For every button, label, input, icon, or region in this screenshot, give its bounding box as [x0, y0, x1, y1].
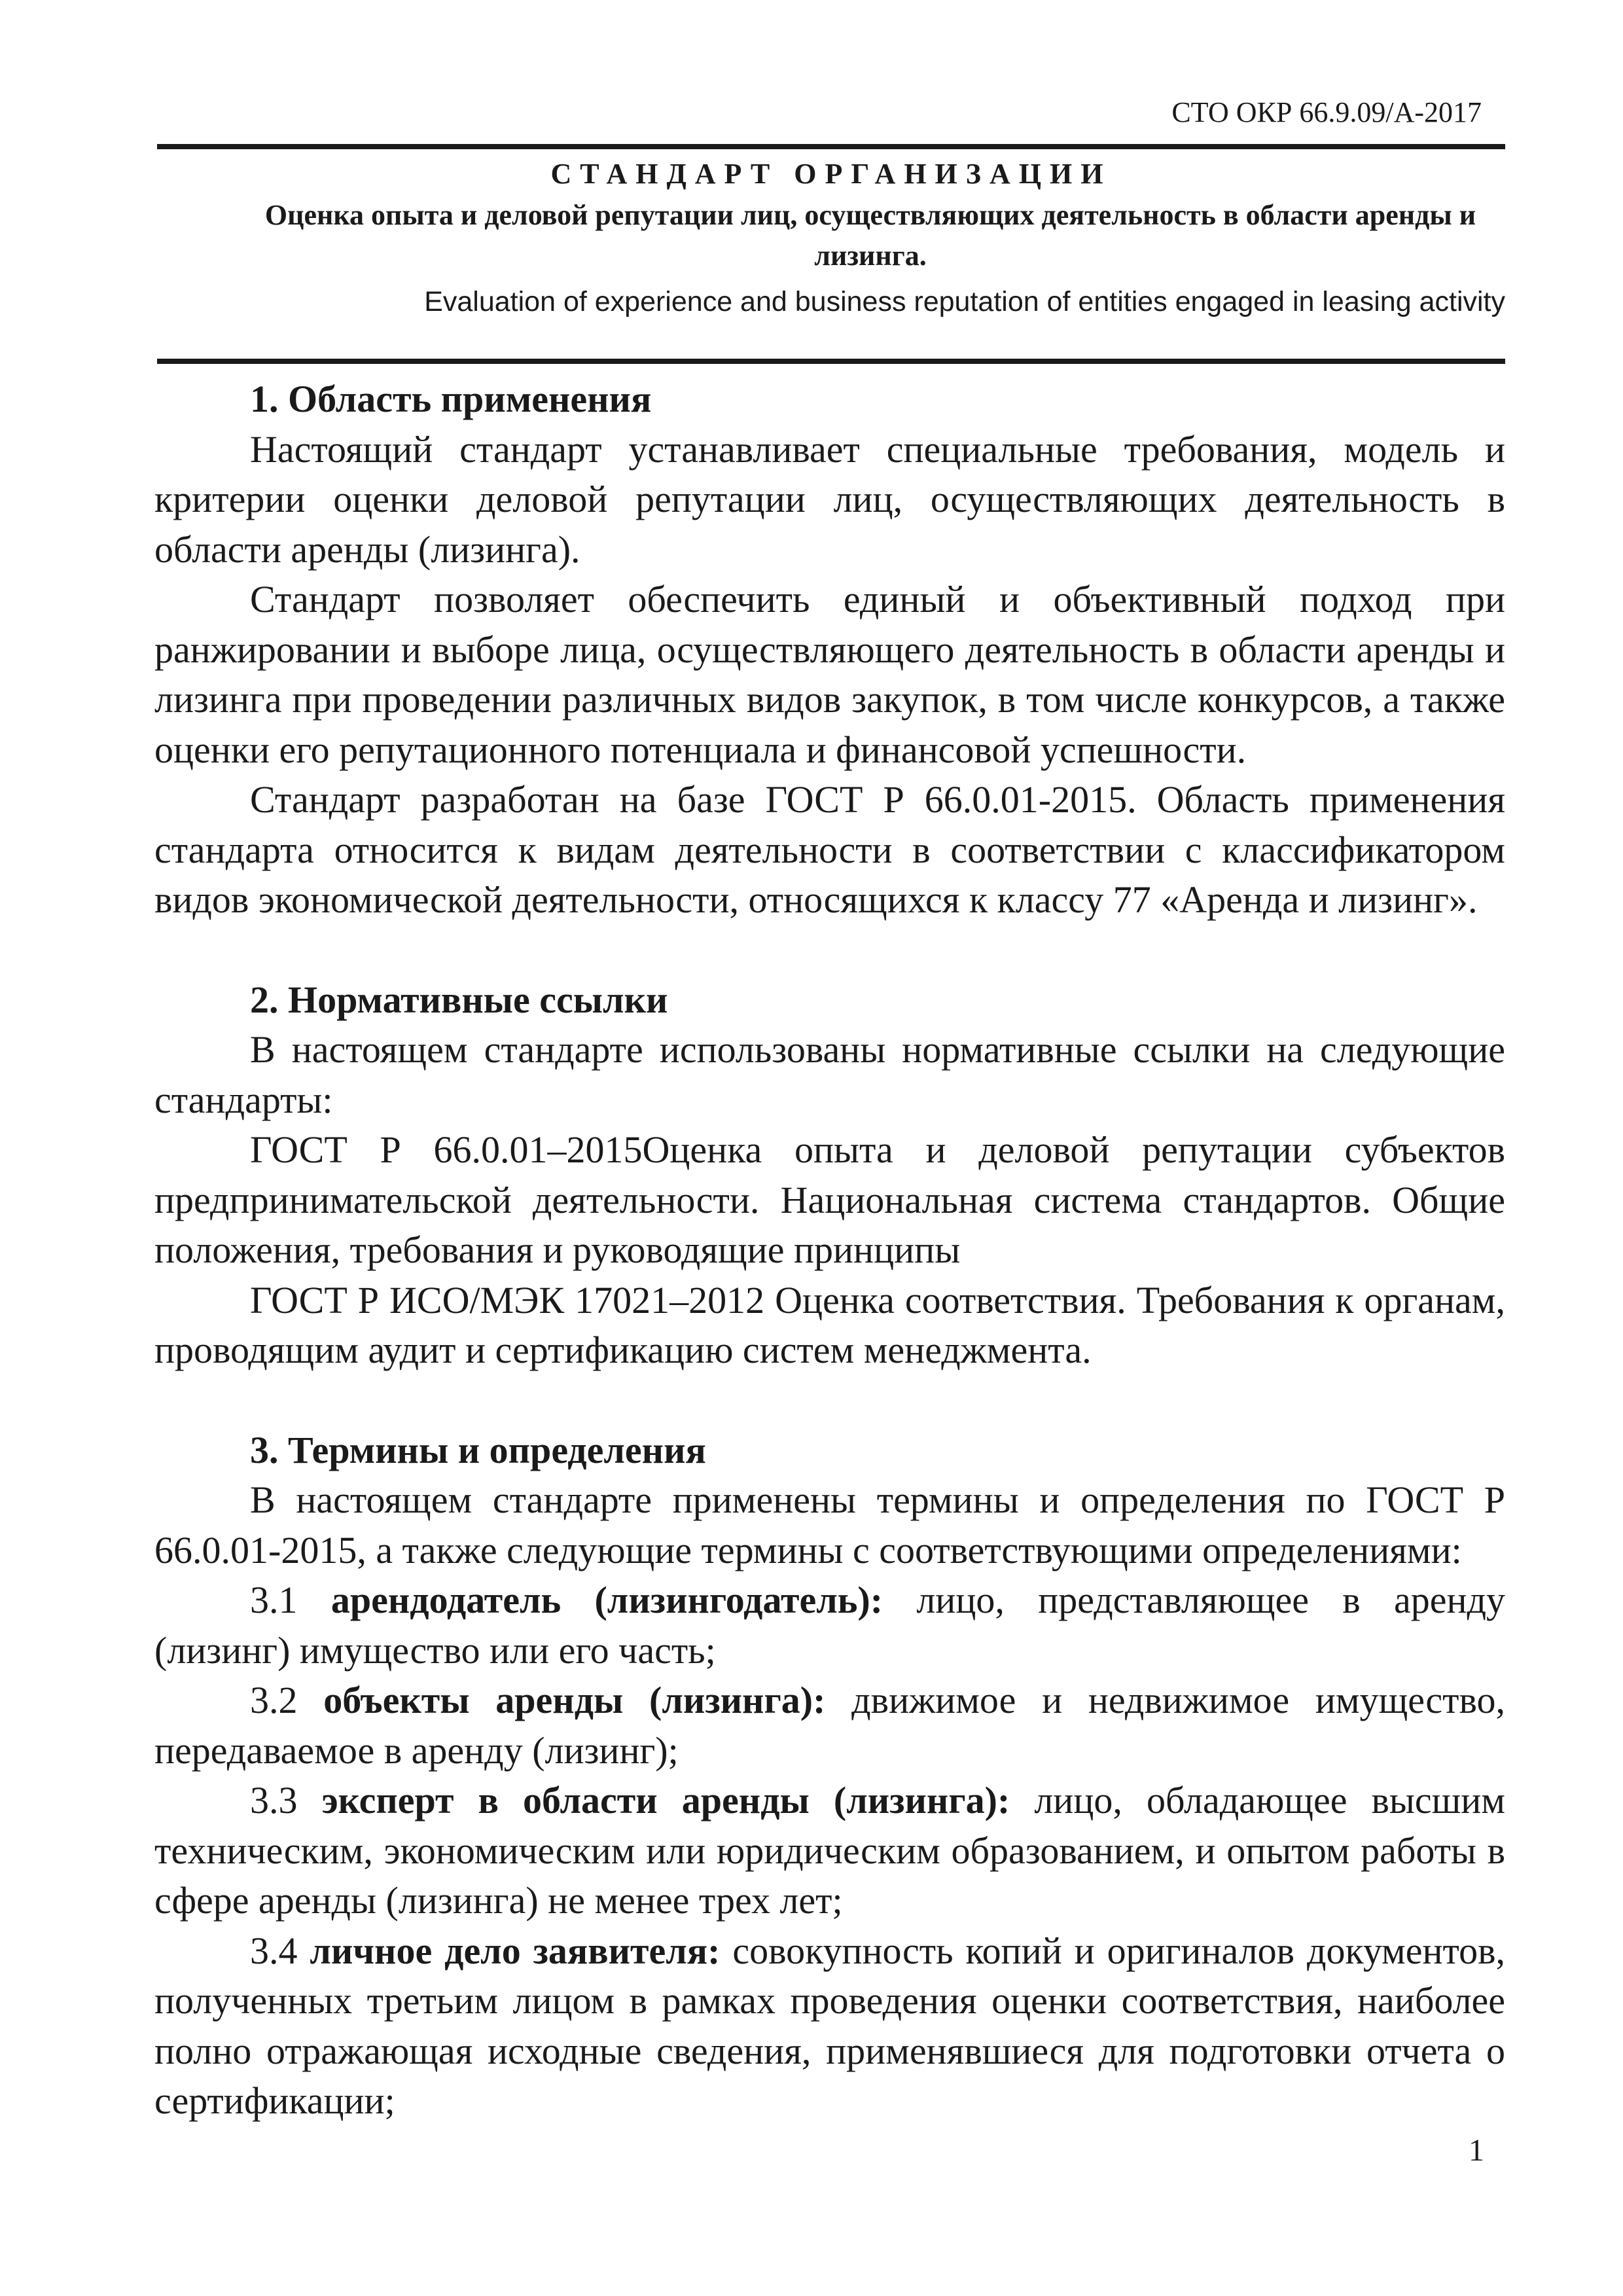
document-body — [154, 374, 1505, 2126]
section-2-paragraph: В настоящем стандарте использованы нормативные ссылки на следующие стандарты: — [154, 1028, 1505, 1121]
term-text: движимое и недвижимое имущество, передаваемое в аренду (лизинг); — [154, 1679, 1505, 1772]
term-number: 3.2 — [250, 1679, 298, 1721]
title-rule — [157, 359, 1505, 364]
section-2-heading: 2. Нормативные ссылки — [250, 978, 668, 1021]
section-2-reference: ГОСТ Р ИСО/МЭК 17021–2012 Оценка соответствия. Требования к органам, проводящим аудит и сертификацию систем менеджмента. — [154, 1278, 1505, 1371]
section-1-heading: 1. Область применения — [250, 378, 652, 420]
section-1-paragraph: Стандарт позволяет обеспечить единый и объективный подход при ранжировании и выборе лица, осуществляющего деятельность в области аренды и лизинга при проведении различных видов закупок, в том числе конкурсов, а также оценки его репутационного потенциала и финансовой успешности. — [154, 578, 1505, 771]
standard-title-ru: Оценка опыта и деловой репутации лиц, осуществляющих деятельность в области аренды и лизинга. — [264, 199, 1476, 272]
page-number: 1 — [1469, 2133, 1484, 2168]
term-name: арендодатель (лизингодатель): — [330, 1579, 883, 1621]
header-rule — [157, 144, 1505, 149]
section-3-heading: 3. Термины и определения — [250, 1428, 706, 1471]
term-definition — [154, 1776, 1505, 1926]
term-name: личное дело заявителя: — [310, 1929, 721, 1972]
term-definition — [154, 1575, 1505, 1676]
section-1-paragraph: Стандарт разработан на базе ГОСТ Р 66.0.01-2015. Область применения стандарта относится к видам деятельности в соответствии с классификатором видов экономической деятельности, относящихся к классу 77 «Аренда и лизинг». — [154, 778, 1505, 921]
term-text: лицо, обладающее высшим техническим, экономическим или юридическим образованием, и опытом работы в сфере аренды (лизинга) не менее трех лет; — [154, 1779, 1506, 1922]
section-spacer — [154, 925, 1505, 975]
document-code: СТО ОКР 66.9.09/А-2017 — [1171, 96, 1482, 128]
term-text: лицо, представляющее в аренду (лизинг) имущество или его часть; — [154, 1579, 1506, 1672]
section-2-reference: ГОСТ Р 66.0.01–2015Оценка опыта и деловой репутации субъектов предпринимательской деятельности. Национальная система стандартов. Общие положения, требования и руководящие принципы — [154, 1128, 1505, 1271]
section-1-paragraph: Настоящий стандарт устанавливает специальные требования, модель и критерии оценки деловой репутации лиц, осуществляющих деятельность в области аренды (лизинга). — [154, 427, 1505, 571]
term-number: 3.1 — [250, 1579, 298, 1621]
section-spacer — [154, 1376, 1505, 1426]
term-number: 3.4 — [250, 1929, 298, 1972]
term-definition — [154, 1676, 1505, 1776]
standard-heading: СТАНДАРТ ОРГАНИЗАЦИИ — [550, 158, 1112, 190]
term-definition — [154, 1926, 1505, 2126]
section-3-intro: В настоящем стандарте применены термины и определения по ГОСТ Р 66.0.01-2015, а также следующие термины с соответствующими определениями: — [154, 1479, 1505, 1571]
standard-title-en: Evaluation of experience and business reputation of entities engaged in leasing activity — [424, 286, 1505, 317]
term-text: совокупность копий и оригиналов документов, полученных третьим лицом в рамках проведения оценки соответствия, наиболее полно отражающая исходные сведения, применявшиеся для подготовки отчета о сертификации; — [154, 1929, 1506, 2122]
term-number: 3.3 — [250, 1779, 298, 1821]
term-name: объекты аренды (лизинга): — [323, 1679, 826, 1721]
term-name: эксперт в области аренды (лизинга): — [321, 1779, 1010, 1821]
